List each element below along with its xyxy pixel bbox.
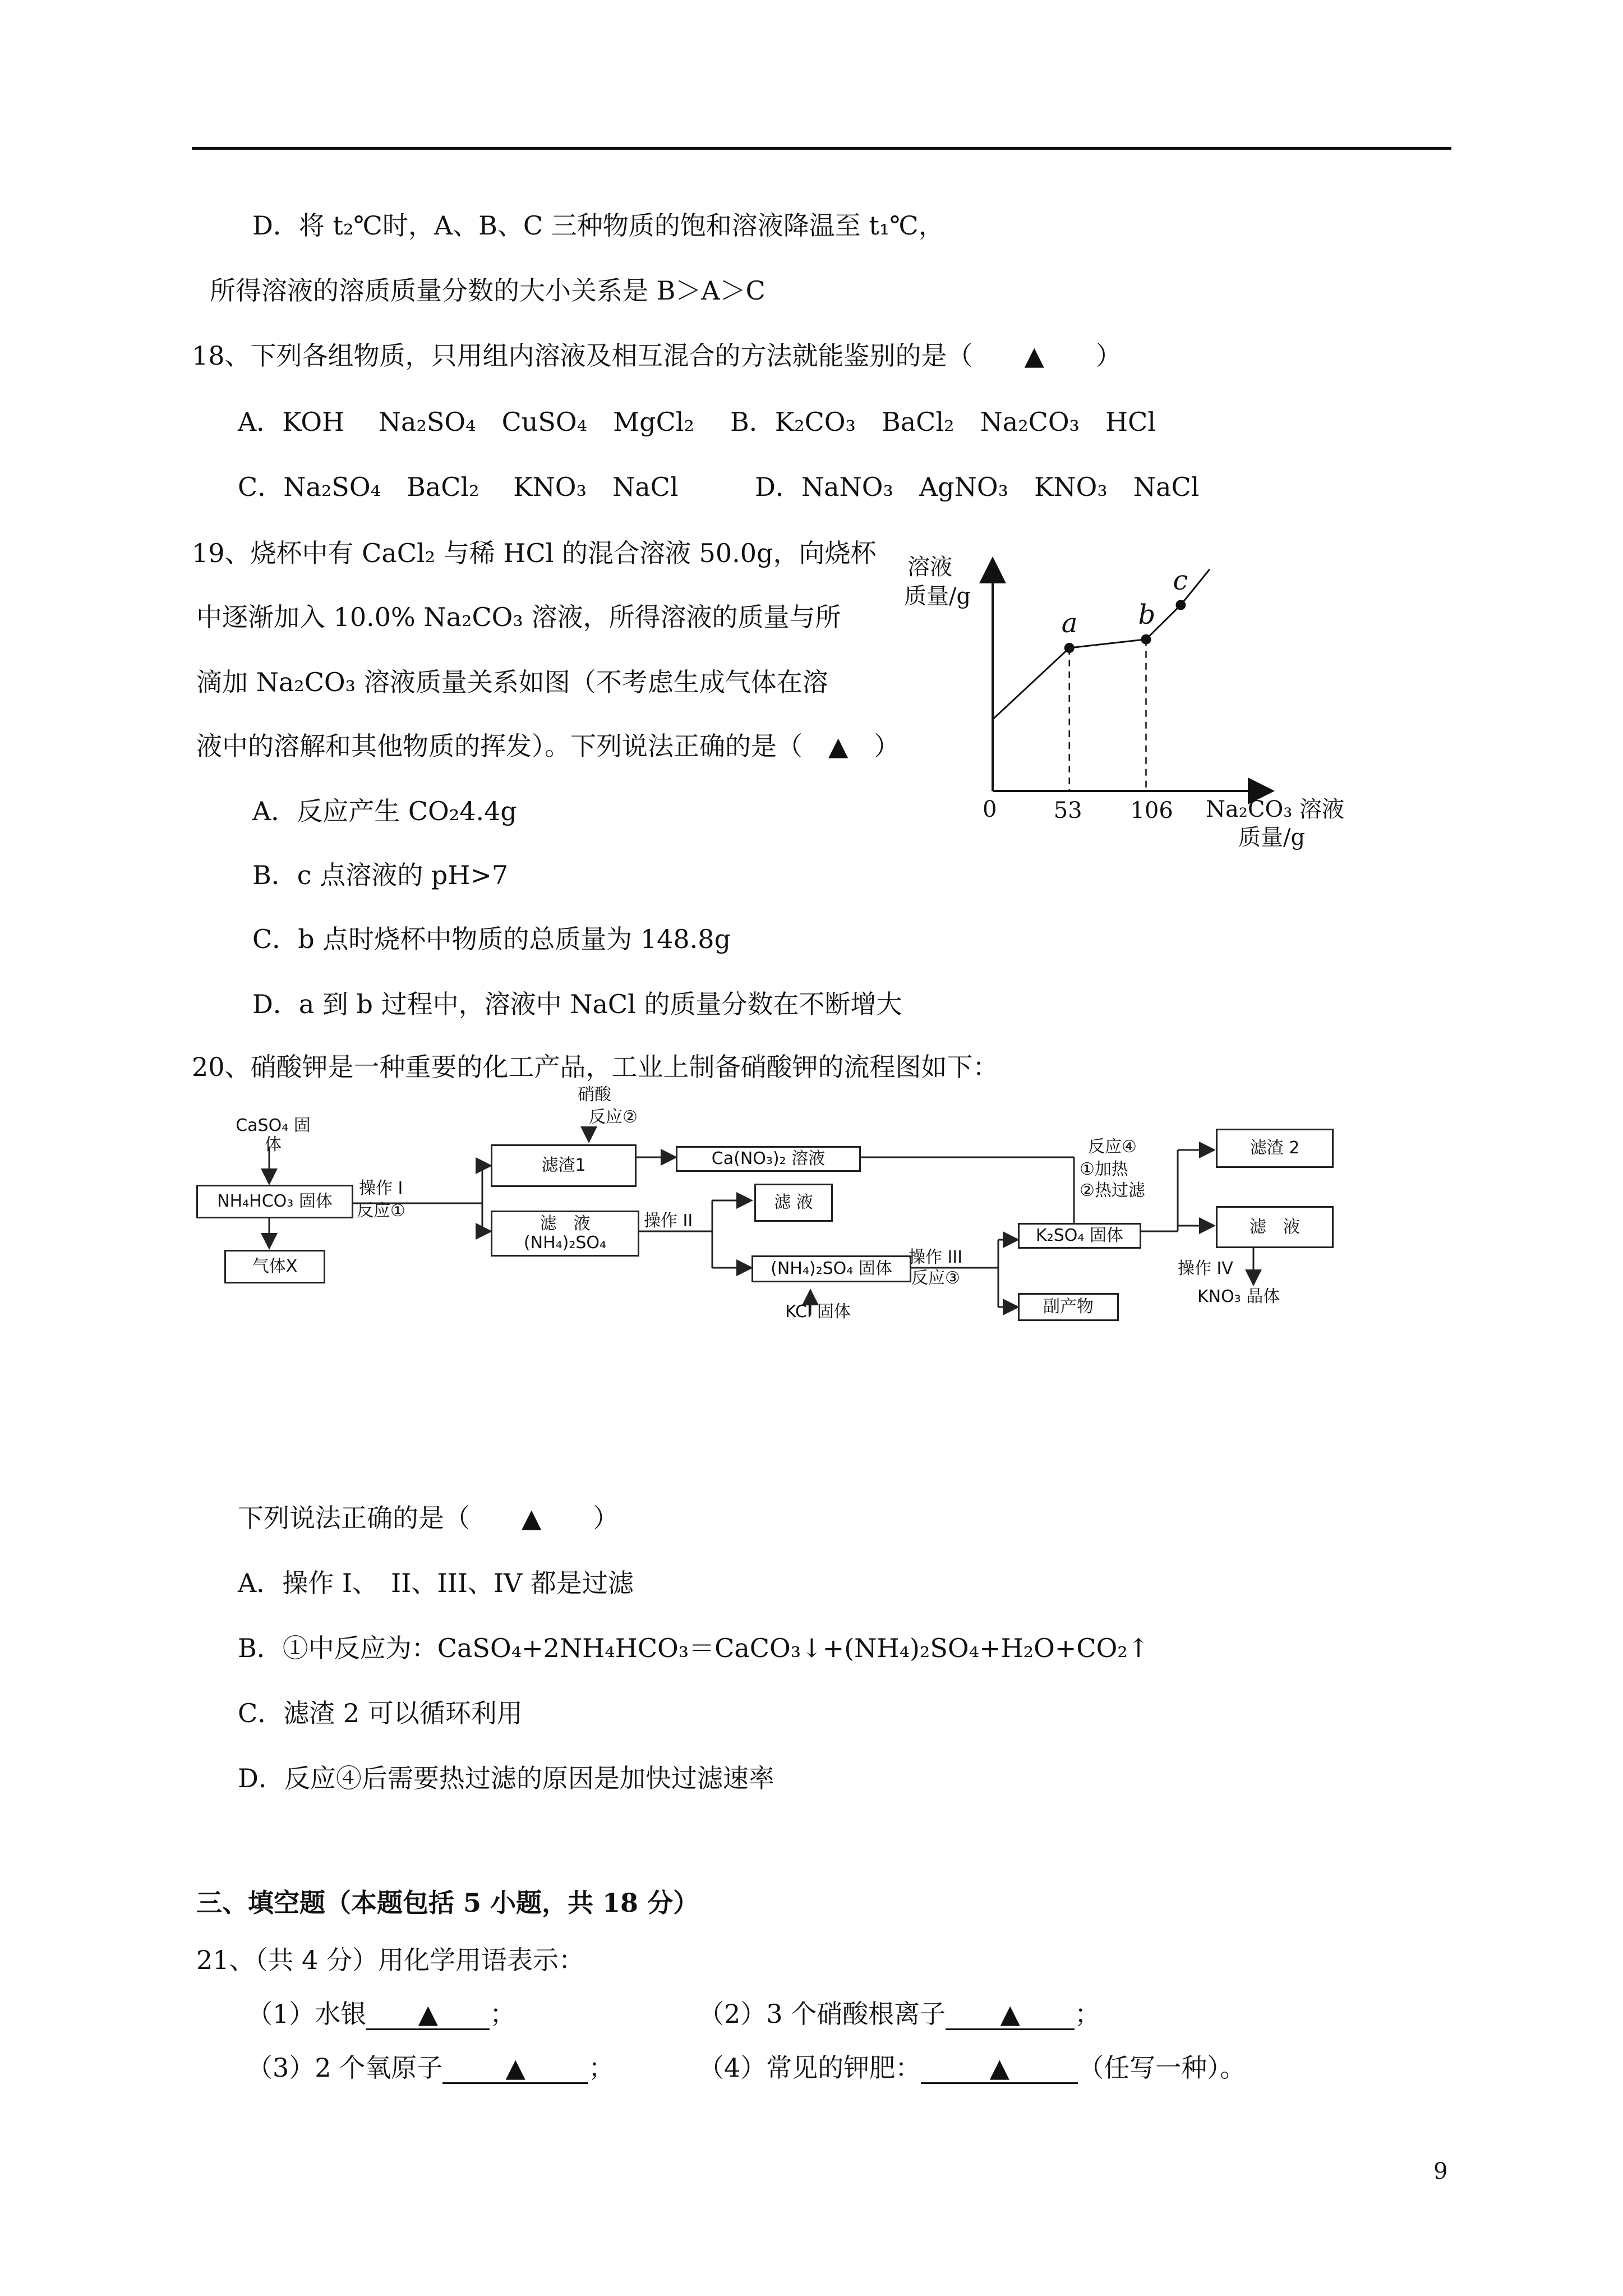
chart-point-label-a: a xyxy=(1061,608,1078,639)
page-number: 9 xyxy=(1433,2159,1448,2184)
q21-part3-end: ； xyxy=(588,2053,615,2083)
q19-stem-line2: 中逐渐加入 10.0% Na₂CO₃ 溶液，所得溶液的质量与所 xyxy=(196,602,841,632)
q19-option-d: D．a 到 b 过程中，溶液中 NaCl 的质量分数在不断增大 xyxy=(252,989,902,1019)
q21-stem: 21、（共 4 分）用化学用语表示： xyxy=(196,1945,585,1975)
q21-part1-blank[interactable]: ▲ xyxy=(366,1999,490,2030)
flow-caso4: CaSO₄ 固体 xyxy=(231,1124,315,1147)
flow-hot-filter: ②热过滤 xyxy=(1080,1181,1145,1200)
q18-option-c: C．Na₂SO₄ BaCl₂ KNO₃ NaCl xyxy=(238,472,679,502)
q19-stem-line3: 滴加 Na₂CO₃ 溶液质量关系如图（不考虑生成气体在溶 xyxy=(196,667,828,697)
chart-x-tick-106: 106 xyxy=(1130,798,1173,823)
q21-part3 xyxy=(247,2051,614,2085)
chart-point-label-c: c xyxy=(1173,564,1188,596)
q19-option-c: C．b 点时烧杯中物质的总质量为 148.8g xyxy=(252,924,731,954)
flow-heat: ①加热 xyxy=(1080,1159,1128,1179)
q21-part1 xyxy=(247,1997,515,2031)
q18-option-b: B．K₂CO₃ BaCl₂ Na₂CO₃ HCl xyxy=(730,407,1156,437)
flow-gas-x: 气体X xyxy=(224,1250,325,1283)
q20-option-c: C．滤渣 2 可以循环利用 xyxy=(238,1698,523,1728)
q21-part1-label: （1）水银 xyxy=(247,1999,367,2029)
flow-residue1: 滤渣1 xyxy=(491,1144,637,1187)
flow-cano3-solution: Ca(NO₃)₂ 溶液 xyxy=(676,1146,861,1172)
q21-part3-blank[interactable]: ▲ xyxy=(442,2053,588,2084)
q20-option-a: A．操作 I、 II、III、IV 都是过滤 xyxy=(238,1568,634,1598)
section-3-title: 三、填空题（本题包括 5 小题，共 18 分） xyxy=(196,1888,699,1918)
q21-part3-label: （3）2 个氧原子 xyxy=(247,2053,443,2083)
flow-kno3: KNO₃ 晶体 xyxy=(1197,1287,1280,1306)
flow-residue2: 滤渣 2 xyxy=(1216,1129,1334,1168)
flow-hno3: 硝酸 xyxy=(578,1085,611,1105)
q21-part4-label: （4）常见的钾肥： xyxy=(698,2053,921,2083)
chart-xlabel-2: 质量/g xyxy=(1238,825,1306,850)
flow-filtrate-left-2: (NH₄)₂SO₄ xyxy=(523,1233,607,1253)
chart-ylabel-2: 质量/g xyxy=(904,583,971,609)
flow-nh4hco3: NH₄HCO₃ 固体 xyxy=(196,1185,353,1218)
q19-stem-line1: 19、烧杯中有 CaCl₂ 与稀 HCl 的混合溶液 50.0g，向烧杯 xyxy=(192,538,877,568)
flow-op1: 操作 I xyxy=(359,1179,403,1198)
flow-r4: 反应④ xyxy=(1088,1137,1137,1157)
flow-filtrate-mid: 滤 液 xyxy=(754,1184,833,1222)
q17-option-d: D．将 t₂℃时，A、B、C 三种物质的饱和溶液降温至 t₁℃， xyxy=(252,210,944,241)
flow-byproduct: 副产物 xyxy=(1018,1293,1119,1321)
q20-option-d: D．反应④后需要热过滤的原因是加快过滤速率 xyxy=(238,1763,774,1793)
q21-part4-blank[interactable]: ▲ xyxy=(921,2053,1078,2084)
chart-point-label-b: b xyxy=(1138,599,1156,631)
q19-option-b: B．c 点溶液的 pH>7 xyxy=(252,860,509,890)
q17-option-d-continued: 所得溶液的溶质质量分数的大小关系是 B＞A＞C xyxy=(210,275,766,306)
flow-op3: 操作 III xyxy=(909,1248,963,1267)
flow-k2so4: K₂SO₄ 固体 xyxy=(1018,1223,1141,1249)
flow-r2: 反应② xyxy=(589,1107,638,1127)
q21-part2-blank[interactable]: ▲ xyxy=(946,1999,1075,2030)
flow-r1: 反应① xyxy=(357,1201,405,1221)
q18-option-a: A．KOH Na₂SO₄ CuSO₄ MgCl₂ xyxy=(238,407,694,437)
q21-part2-end: ； xyxy=(1075,1999,1101,2029)
q21-part4-end: （任写一种）。 xyxy=(1078,2053,1246,2083)
flow-nh4so4-solid: (NH₄)₂SO₄ 固体 xyxy=(751,1255,911,1282)
chart-origin-label: 0 xyxy=(983,797,997,822)
flow-filtrate-left-1: 滤 液 xyxy=(540,1214,591,1234)
q21-part2-label: （2）3 个硝酸根离子 xyxy=(698,1999,946,2029)
q21-part1-end: ； xyxy=(490,1999,516,2029)
q21-part4 xyxy=(698,2051,1246,2085)
q19-stem-line4: 液中的溶解和其他物质的挥发）。下列说法正确的是（ ▲ ） xyxy=(196,731,900,761)
flow-filtrate-right: 滤 液 xyxy=(1216,1206,1334,1248)
chart-ylabel-1: 溶液 xyxy=(907,554,952,580)
q20-option-b: B．①中反应为：CaSO₄+2NH₄HCO₃＝CaCO₃↓+(NH₄)₂SO₄+H₂O+CO₂↑ xyxy=(238,1633,1150,1663)
chart-x-tick-53: 53 xyxy=(1053,798,1082,823)
flow-op4: 操作 IV xyxy=(1178,1259,1233,1278)
flow-kcl: KCl 固体 xyxy=(785,1302,851,1322)
chart-xlabel-1: Na₂CO₃ 溶液 xyxy=(1206,797,1345,822)
q20-question: 下列说法正确的是（ ▲ ） xyxy=(238,1503,619,1533)
q19-option-a: A．反应产生 CO₂4.4g xyxy=(252,796,517,826)
flow-op2: 操作 II xyxy=(644,1211,693,1231)
q20-stem: 20、硝酸钾是一种重要的化工产品，工业上制备硝酸钾的流程图如下： xyxy=(192,1052,999,1082)
q21-part2 xyxy=(698,1997,1100,2031)
q18-stem: 18、下列各组物质，只用组内溶液及相互混合的方法就能鉴别的是（ ▲ ） xyxy=(192,341,1122,371)
flow-r3: 反应③ xyxy=(911,1268,960,1288)
q18-option-d: D．NaNO₃ AgNO₃ KNO₃ NaCl xyxy=(755,472,1200,502)
flow-filtrate-left xyxy=(491,1211,639,1257)
